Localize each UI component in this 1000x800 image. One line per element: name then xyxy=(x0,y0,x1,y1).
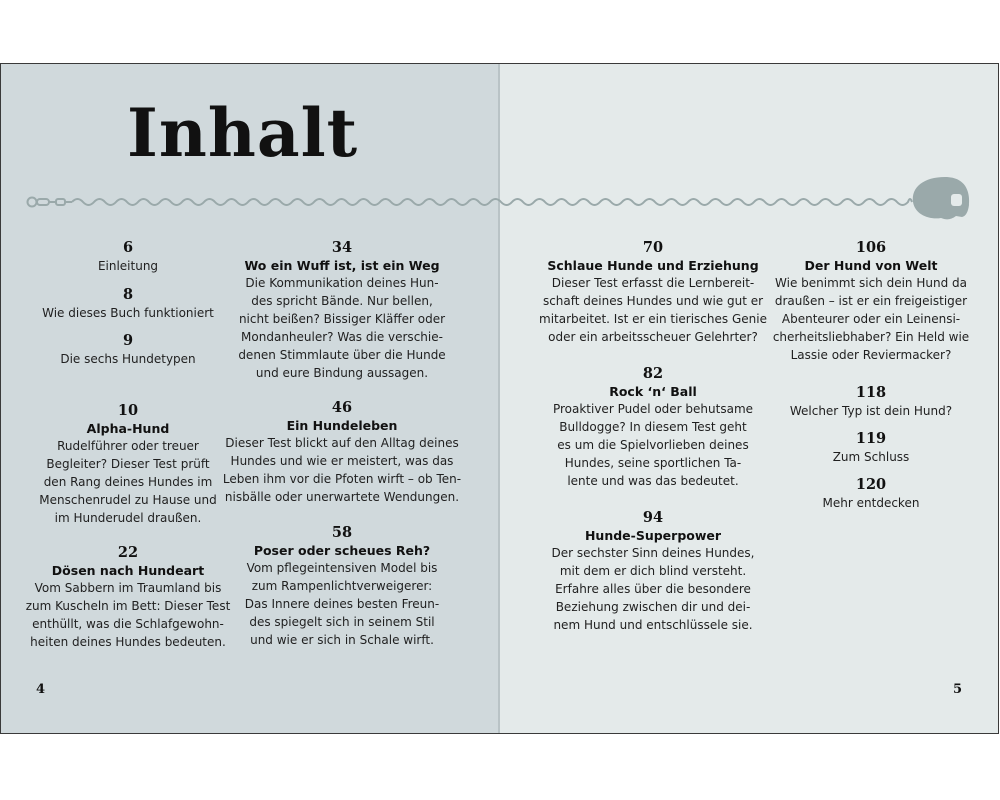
leash-handle-icon xyxy=(913,177,969,219)
entry-title: Wie dieses Buch funktioniert xyxy=(42,306,214,320)
entry-title: Schlaue Hunde und Erziehung xyxy=(547,258,759,273)
toc-entry[interactable] xyxy=(18,543,238,651)
page-number: 119 xyxy=(855,430,887,447)
page-number: 46 xyxy=(331,399,353,416)
page-number: 58 xyxy=(331,524,353,541)
leash-clip-icon xyxy=(28,198,73,207)
page-number: 8 xyxy=(122,286,134,303)
entry-description: Der sechster Sinn deines Hundes, mit dem er dich blind versteht. Erfahre alles über die besondere Beziehung zwischen dir und dei- nem Hund und entschlüssele sie. xyxy=(551,546,755,632)
entry-title: Dösen nach Hundeart xyxy=(51,563,205,578)
entry-description: Vom pflegeintensiven Model bis zum Rampenlichtverweigerer: Das Innere deines besten Freun- des spiegelt sich in seinem Stil und wie er sich in Schale wirft. xyxy=(244,561,440,647)
toc-entry[interactable] xyxy=(222,523,462,649)
entry-title: Ein Hundeleben xyxy=(286,418,398,433)
page-number: 82 xyxy=(642,365,664,382)
page-number: 120 xyxy=(855,476,887,493)
entry-description: Dieser Test erfasst die Lernbereit- schaft deines Hundes und wie gut er mitarbeitet. Ist er ein tierisches Genie oder ein arbeitsscheuer Gelehrter? xyxy=(539,276,767,344)
entry-title: Wo ein Wuff ist, ist ein Weg xyxy=(244,258,440,273)
folio-left: 4 xyxy=(36,682,46,697)
toc-entry[interactable] xyxy=(533,238,773,346)
page-number: 70 xyxy=(642,239,664,256)
page-number: 6 xyxy=(122,239,134,256)
entry-description: Dieser Test blickt auf den Alltag deines Hundes und wie er meistert, was das Leben ihm vor die Pfoten wirft – ob Ten- nisbälle oder unerwartete Wendungen. xyxy=(222,436,462,504)
toc-entry[interactable] xyxy=(533,508,773,634)
toc-entry[interactable] xyxy=(781,429,961,466)
entry-title: Einleitung xyxy=(97,259,159,273)
page-number: 34 xyxy=(331,239,353,256)
page-number: 118 xyxy=(855,384,887,401)
page-number: 106 xyxy=(855,239,887,256)
entry-title: Welcher Typ ist dein Hund? xyxy=(789,404,953,418)
entry-title: Alpha-Hund xyxy=(86,421,170,436)
entry-title: Der Hund von Welt xyxy=(804,258,938,273)
entry-title: Zum Schluss xyxy=(832,450,910,464)
page-number: 94 xyxy=(642,509,664,526)
entry-description: Proaktiver Pudel oder behutsame Bulldogge? In diesem Test geht es um die Spielvorlieben deines Hundes, seine sportlichen Ta- lente und was das bedeutet. xyxy=(552,402,754,488)
toc-entry[interactable] xyxy=(222,398,462,506)
entry-title: Poser oder scheues Reh? xyxy=(253,543,431,558)
toc-entry[interactable] xyxy=(222,238,462,382)
entry-description: Wie benimmt sich dein Hund da draußen – ist er ein freigeistiger Abenteurer oder ein Leinensi- cherheitsliebhaber? Ein Held wie Lassie oder Reviermacker? xyxy=(772,276,970,362)
leash-cord xyxy=(72,199,912,205)
entry-title: Die sechs Hundetypen xyxy=(60,352,196,366)
page-number: 22 xyxy=(117,544,139,561)
page-title: Inhalt xyxy=(127,94,359,172)
entry-title: Mehr entdecken xyxy=(822,496,920,510)
folio-right: 5 xyxy=(953,682,963,697)
toc-entry[interactable] xyxy=(38,331,218,368)
entry-description: Rudelführer oder treuer Begleiter? Dieser Test prüft den Rang deines Hundes im Menschenrudel zu Hause und im Hunderudel draußen. xyxy=(39,439,217,525)
page-number: 10 xyxy=(117,402,139,419)
entry-title: Rock ‘n‘ Ball xyxy=(609,384,697,399)
toc-entry[interactable] xyxy=(771,383,971,420)
toc-entry[interactable] xyxy=(58,238,198,275)
entry-description: Vom Sabbern im Traumland bis zum Kuscheln im Bett: Dieser Test enthüllt, was die Schlafgewohn- heiten deines Hundes bedeuten. xyxy=(25,581,231,649)
toc-entry[interactable] xyxy=(761,238,981,364)
toc-entry[interactable] xyxy=(18,401,238,527)
page-number: 9 xyxy=(122,332,134,349)
toc-entry[interactable] xyxy=(28,285,228,322)
entry-title: Hunde-Superpower xyxy=(584,528,722,543)
entry-description: Die Kommunikation deines Hun- des spricht Bände. Nur bellen, nicht beißen? Bissiger Kläffer oder Mondanheuler? Was die verschie- denen Stimmlaute über die Hunde und eure Bindung aussagen. xyxy=(238,276,446,380)
toc-entry[interactable] xyxy=(533,364,773,490)
leash-divider xyxy=(0,160,1000,250)
toc-entry[interactable] xyxy=(781,475,961,512)
